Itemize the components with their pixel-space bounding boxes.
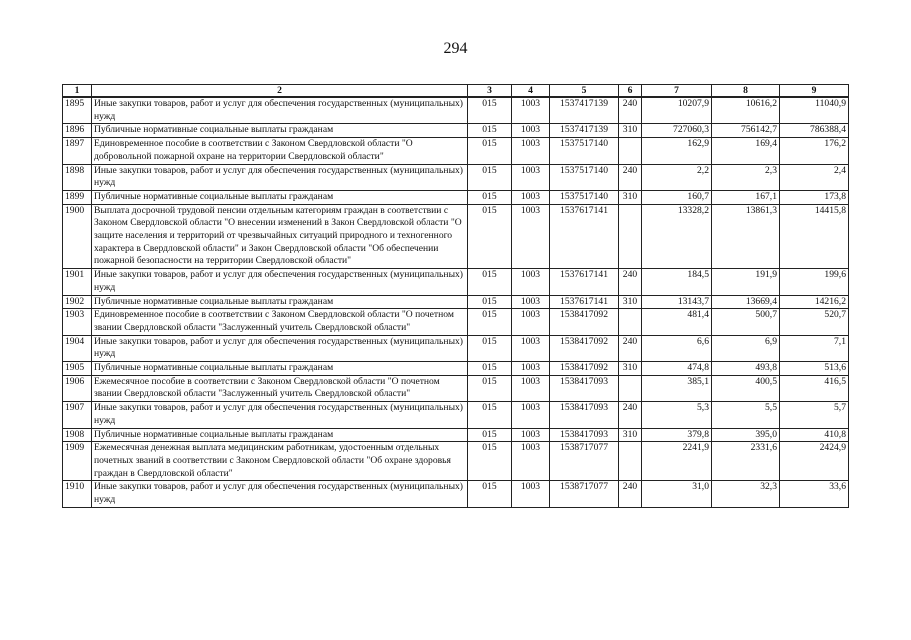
expense-type-code (619, 375, 642, 401)
expense-type-code: 240 (619, 164, 642, 190)
table-row (63, 481, 849, 507)
row-number: 1903 (63, 309, 92, 335)
ministry-code: 015 (468, 481, 512, 507)
amount-col-8: 493,8 (712, 362, 780, 376)
target-article-code: 1537617141 (550, 295, 619, 309)
ministry-code: 015 (468, 124, 512, 138)
section-code: 1003 (512, 375, 550, 401)
row-number: 1898 (63, 164, 92, 190)
ministry-code: 015 (468, 190, 512, 204)
section-code: 1003 (512, 309, 550, 335)
row-description: Ежемесячное пособие в соответствии с Законом Свердловской области "О почетном звании Свердловской области "Заслуженный учитель Свердловской области" (92, 375, 468, 401)
ministry-code: 015 (468, 138, 512, 164)
expense-type-code: 310 (619, 428, 642, 442)
table-row (63, 97, 849, 124)
ministry-code: 015 (468, 402, 512, 428)
row-description: Иные закупки товаров, работ и услуг для обеспечения государственных (муниципальных) нужд (92, 97, 468, 124)
amount-col-8: 400,5 (712, 375, 780, 401)
amount-col-8: 10616,2 (712, 97, 780, 124)
amount-col-9: 14415,8 (780, 204, 849, 269)
amount-col-7: 727060,3 (642, 124, 712, 138)
page-number: 294 (443, 40, 468, 57)
amount-col-7: 2241,9 (642, 442, 712, 481)
column-header: 8 (712, 85, 780, 98)
amount-col-8: 6,9 (712, 335, 780, 361)
amount-col-8: 32,3 (712, 481, 780, 507)
row-number: 1906 (63, 375, 92, 401)
amount-col-9: 513,6 (780, 362, 849, 376)
target-article-code: 1537517140 (550, 190, 619, 204)
row-number: 1908 (63, 428, 92, 442)
section-code: 1003 (512, 97, 550, 124)
amount-col-8: 395,0 (712, 428, 780, 442)
table-row (63, 295, 849, 309)
column-header: 2 (92, 85, 468, 98)
row-number: 1897 (63, 138, 92, 164)
ministry-code: 015 (468, 164, 512, 190)
expense-type-code: 240 (619, 481, 642, 507)
ministry-code: 015 (468, 269, 512, 295)
row-description: Публичные нормативные социальные выплаты гражданам (92, 428, 468, 442)
row-number: 1899 (63, 190, 92, 204)
section-code: 1003 (512, 190, 550, 204)
target-article-code: 1537517140 (550, 164, 619, 190)
section-code: 1003 (512, 295, 550, 309)
row-number: 1904 (63, 335, 92, 361)
table-row (63, 402, 849, 428)
amount-col-9: 410,8 (780, 428, 849, 442)
ministry-code: 015 (468, 309, 512, 335)
amount-col-7: 2,2 (642, 164, 712, 190)
table-row (63, 309, 849, 335)
expense-type-code: 240 (619, 402, 642, 428)
target-article-code: 1537417139 (550, 124, 619, 138)
table-row (63, 124, 849, 138)
table-row (63, 164, 849, 190)
amount-col-7: 184,5 (642, 269, 712, 295)
amount-col-7: 6,6 (642, 335, 712, 361)
expense-type-code: 240 (619, 269, 642, 295)
ministry-code: 015 (468, 295, 512, 309)
section-code: 1003 (512, 442, 550, 481)
target-article-code: 1538717077 (550, 481, 619, 507)
amount-col-7: 5,3 (642, 402, 712, 428)
row-number: 1910 (63, 481, 92, 507)
target-article-code: 1538417093 (550, 375, 619, 401)
section-code: 1003 (512, 428, 550, 442)
column-header: 4 (512, 85, 550, 98)
expense-type-code: 310 (619, 295, 642, 309)
amount-col-7: 160,7 (642, 190, 712, 204)
amount-col-9: 5,7 (780, 402, 849, 428)
target-article-code: 1538417092 (550, 335, 619, 361)
target-article-code: 1538417093 (550, 402, 619, 428)
row-description: Иные закупки товаров, работ и услуг для обеспечения государственных (муниципальных) нужд (92, 481, 468, 507)
amount-col-9: 520,7 (780, 309, 849, 335)
row-description: Иные закупки товаров, работ и услуг для обеспечения государственных (муниципальных) нужд (92, 335, 468, 361)
ministry-code: 015 (468, 335, 512, 361)
table-row (63, 428, 849, 442)
column-header: 7 (642, 85, 712, 98)
amount-col-7: 474,8 (642, 362, 712, 376)
table-body (63, 97, 849, 507)
section-code: 1003 (512, 402, 550, 428)
header-row (63, 85, 849, 98)
table-row (63, 335, 849, 361)
row-description: Единовременное пособие в соответствии с Законом Свердловской области "О добровольной пожарной охране на территории Свердловской области" (92, 138, 468, 164)
row-description: Иные закупки товаров, работ и услуг для обеспечения государственных (муниципальных) нужд (92, 402, 468, 428)
ministry-code: 015 (468, 97, 512, 124)
column-header: 5 (550, 85, 619, 98)
row-number: 1900 (63, 204, 92, 269)
amount-col-8: 13861,3 (712, 204, 780, 269)
row-description: Иные закупки товаров, работ и услуг для обеспечения государственных (муниципальных) нужд (92, 164, 468, 190)
ministry-code: 015 (468, 204, 512, 269)
row-number: 1896 (63, 124, 92, 138)
amount-col-9: 173,8 (780, 190, 849, 204)
column-header: 1 (63, 85, 92, 98)
amount-col-7: 162,9 (642, 138, 712, 164)
table-row (63, 138, 849, 164)
target-article-code: 1537617141 (550, 269, 619, 295)
amount-col-9: 416,5 (780, 375, 849, 401)
table-row (63, 204, 849, 269)
amount-col-9: 176,2 (780, 138, 849, 164)
amount-col-8: 13669,4 (712, 295, 780, 309)
expense-type-code: 310 (619, 190, 642, 204)
amount-col-9: 33,6 (780, 481, 849, 507)
row-number: 1901 (63, 269, 92, 295)
row-number: 1907 (63, 402, 92, 428)
amount-col-7: 13328,2 (642, 204, 712, 269)
row-description: Публичные нормативные социальные выплаты гражданам (92, 124, 468, 138)
row-number: 1905 (63, 362, 92, 376)
amount-col-7: 31,0 (642, 481, 712, 507)
amount-col-9: 2424,9 (780, 442, 849, 481)
amount-col-7: 385,1 (642, 375, 712, 401)
target-article-code: 1538417092 (550, 309, 619, 335)
section-code: 1003 (512, 335, 550, 361)
row-description: Ежемесячная денежная выплата медицинским работникам, удостоенным отдельных почетных званий в соответствии с Законом Свердловской области "Об охране здоровья граждан в Свердловской области" (92, 442, 468, 481)
expense-type-code: 310 (619, 362, 642, 376)
amount-col-7: 481,4 (642, 309, 712, 335)
amount-col-9: 786388,4 (780, 124, 849, 138)
table-row (63, 362, 849, 376)
amount-col-8: 167,1 (712, 190, 780, 204)
amount-col-9: 11040,9 (780, 97, 849, 124)
target-article-code: 1538717077 (550, 442, 619, 481)
section-code: 1003 (512, 269, 550, 295)
amount-col-7: 13143,7 (642, 295, 712, 309)
expense-type-code (619, 309, 642, 335)
row-description: Публичные нормативные социальные выплаты гражданам (92, 190, 468, 204)
column-header: 9 (780, 85, 849, 98)
row-description: Единовременное пособие в соответствии с Законом Свердловской области "О почетном звании Свердловской области "Заслуженный учитель Свердловской области" (92, 309, 468, 335)
section-code: 1003 (512, 138, 550, 164)
expense-type-code (619, 442, 642, 481)
expense-type-code (619, 204, 642, 269)
table-row (63, 190, 849, 204)
amount-col-8: 191,9 (712, 269, 780, 295)
ministry-code: 015 (468, 375, 512, 401)
row-description: Выплата досрочной трудовой пенсии отдельным категориям граждан в соответствии с Законом Свердловской области "О внесении изменений в Закон Свердловской области "О защите населения и территорий от чрезвычайных ситуаций природного и техногенного характера в Свердловской области" и Закон Свердловской области "Об обеспечении пожарной безопасности на территории Свердловской области" (92, 204, 468, 269)
section-code: 1003 (512, 164, 550, 190)
table-row (63, 375, 849, 401)
expense-type-code: 240 (619, 335, 642, 361)
section-code: 1003 (512, 204, 550, 269)
row-description: Иные закупки товаров, работ и услуг для обеспечения государственных (муниципальных) нужд (92, 269, 468, 295)
section-code: 1003 (512, 481, 550, 507)
target-article-code: 1537417139 (550, 97, 619, 124)
expense-type-code: 240 (619, 97, 642, 124)
amount-col-8: 756142,7 (712, 124, 780, 138)
amount-col-9: 2,4 (780, 164, 849, 190)
expense-type-code: 310 (619, 124, 642, 138)
amount-col-8: 2331,6 (712, 442, 780, 481)
amount-col-9: 14216,2 (780, 295, 849, 309)
ministry-code: 015 (468, 362, 512, 376)
amount-col-8: 169,4 (712, 138, 780, 164)
row-number: 1902 (63, 295, 92, 309)
column-header: 3 (468, 85, 512, 98)
ministry-code: 015 (468, 442, 512, 481)
row-number: 1909 (63, 442, 92, 481)
amount-col-9: 7,1 (780, 335, 849, 361)
amount-col-9: 199,6 (780, 269, 849, 295)
table-row (63, 269, 849, 295)
budget-table (62, 84, 849, 508)
target-article-code: 1537517140 (550, 138, 619, 164)
column-header: 6 (619, 85, 642, 98)
section-code: 1003 (512, 362, 550, 376)
amount-col-8: 5,5 (712, 402, 780, 428)
amount-col-8: 2,3 (712, 164, 780, 190)
target-article-code: 1537617141 (550, 204, 619, 269)
amount-col-8: 500,7 (712, 309, 780, 335)
row-number: 1895 (63, 97, 92, 124)
row-description: Публичные нормативные социальные выплаты гражданам (92, 362, 468, 376)
amount-col-7: 379,8 (642, 428, 712, 442)
row-description: Публичные нормативные социальные выплаты гражданам (92, 295, 468, 309)
table-row (63, 442, 849, 481)
section-code: 1003 (512, 124, 550, 138)
amount-col-7: 10207,9 (642, 97, 712, 124)
target-article-code: 1538417092 (550, 362, 619, 376)
expense-type-code (619, 138, 642, 164)
target-article-code: 1538417093 (550, 428, 619, 442)
ministry-code: 015 (468, 428, 512, 442)
